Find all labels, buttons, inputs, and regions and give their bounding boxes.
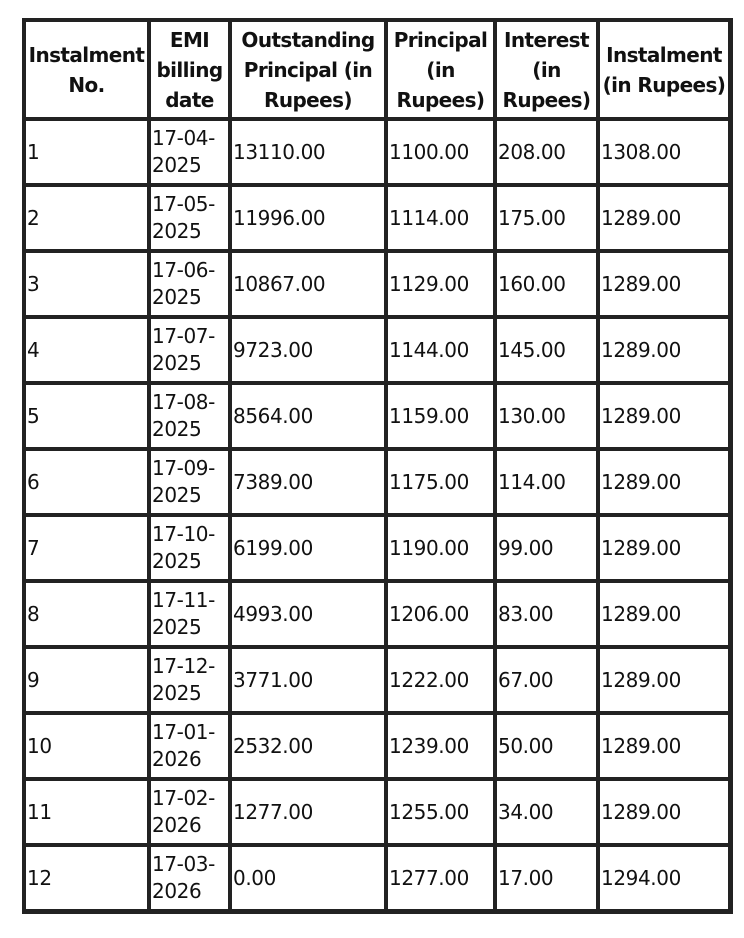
cell-emi-billing-date bbox=[149, 581, 230, 647]
cell-instalment-no: 1 bbox=[24, 119, 149, 185]
cell-outstanding-principal: 11996.00 bbox=[230, 185, 386, 251]
emi-schedule bbox=[22, 18, 733, 914]
cell-emi-billing-date bbox=[149, 185, 230, 251]
cell-instalment-no: 8 bbox=[24, 581, 149, 647]
table-body bbox=[24, 119, 730, 911]
table-row bbox=[24, 383, 730, 449]
date-line-1: 17-07- bbox=[152, 324, 215, 348]
header-outstanding-principal: Outstanding Principal (in Rupees) bbox=[230, 20, 386, 119]
table-row bbox=[24, 581, 730, 647]
date-line-1: 17-11- bbox=[152, 588, 215, 612]
cell-instalment: 1289.00 bbox=[598, 449, 730, 515]
cell-outstanding-principal: 6199.00 bbox=[230, 515, 386, 581]
table-row bbox=[24, 119, 730, 185]
cell-emi-billing-date bbox=[149, 713, 230, 779]
cell-emi-billing-date bbox=[149, 515, 230, 581]
table-row bbox=[24, 449, 730, 515]
cell-instalment: 1289.00 bbox=[598, 185, 730, 251]
header-instalment: Instalment (in Rupees) bbox=[598, 20, 730, 119]
cell-interest: 175.00 bbox=[495, 185, 598, 251]
date-line-2: 2025 bbox=[152, 351, 202, 375]
emi-schedule-table bbox=[22, 18, 733, 914]
cell-instalment: 1289.00 bbox=[598, 581, 730, 647]
cell-outstanding-principal: 4993.00 bbox=[230, 581, 386, 647]
cell-emi-billing-date bbox=[149, 647, 230, 713]
date-line-2: 2025 bbox=[152, 219, 202, 243]
cell-emi-billing-date bbox=[149, 449, 230, 515]
table-row bbox=[24, 251, 730, 317]
cell-principal: 1159.00 bbox=[386, 383, 495, 449]
cell-interest: 145.00 bbox=[495, 317, 598, 383]
table-row bbox=[24, 713, 730, 779]
cell-emi-billing-date bbox=[149, 383, 230, 449]
cell-principal: 1144.00 bbox=[386, 317, 495, 383]
cell-principal: 1190.00 bbox=[386, 515, 495, 581]
date-line-1: 17-06- bbox=[152, 258, 215, 282]
cell-interest: 99.00 bbox=[495, 515, 598, 581]
cell-outstanding-principal: 8564.00 bbox=[230, 383, 386, 449]
header-interest: Interest (in Rupees) bbox=[495, 20, 598, 119]
cell-instalment: 1308.00 bbox=[598, 119, 730, 185]
cell-interest: 208.00 bbox=[495, 119, 598, 185]
cell-instalment: 1289.00 bbox=[598, 383, 730, 449]
cell-instalment-no: 3 bbox=[24, 251, 149, 317]
cell-outstanding-principal: 7389.00 bbox=[230, 449, 386, 515]
cell-interest: 17.00 bbox=[495, 845, 598, 911]
cell-interest: 50.00 bbox=[495, 713, 598, 779]
cell-outstanding-principal: 10867.00 bbox=[230, 251, 386, 317]
date-line-2: 2025 bbox=[152, 681, 202, 705]
cell-instalment-no: 11 bbox=[24, 779, 149, 845]
cell-principal: 1129.00 bbox=[386, 251, 495, 317]
table-row bbox=[24, 845, 730, 911]
table-row bbox=[24, 515, 730, 581]
date-line-2: 2026 bbox=[152, 747, 202, 771]
cell-principal: 1239.00 bbox=[386, 713, 495, 779]
date-line-2: 2025 bbox=[152, 615, 202, 639]
cell-principal: 1114.00 bbox=[386, 185, 495, 251]
cell-emi-billing-date bbox=[149, 845, 230, 911]
table-header bbox=[24, 20, 730, 119]
cell-outstanding-principal: 9723.00 bbox=[230, 317, 386, 383]
header-principal: Principal (in Rupees) bbox=[386, 20, 495, 119]
table-row bbox=[24, 779, 730, 845]
date-line-1: 17-09- bbox=[152, 456, 215, 480]
header-emi-billing-date: EMI billing date bbox=[149, 20, 230, 119]
date-line-2: 2025 bbox=[152, 285, 202, 309]
cell-instalment: 1289.00 bbox=[598, 647, 730, 713]
header-row bbox=[24, 20, 730, 119]
date-line-1: 17-03- bbox=[152, 852, 215, 876]
date-line-2: 2026 bbox=[152, 813, 202, 837]
cell-instalment-no: 7 bbox=[24, 515, 149, 581]
header-instalment-no: Instalment No. bbox=[24, 20, 149, 119]
date-line-1: 17-05- bbox=[152, 192, 215, 216]
cell-interest: 67.00 bbox=[495, 647, 598, 713]
cell-principal: 1255.00 bbox=[386, 779, 495, 845]
cell-principal: 1100.00 bbox=[386, 119, 495, 185]
date-line-2: 2026 bbox=[152, 879, 202, 903]
cell-instalment: 1289.00 bbox=[598, 515, 730, 581]
cell-emi-billing-date bbox=[149, 317, 230, 383]
date-line-2: 2025 bbox=[152, 549, 202, 573]
cell-interest: 114.00 bbox=[495, 449, 598, 515]
date-line-2: 2025 bbox=[152, 417, 202, 441]
cell-instalment: 1289.00 bbox=[598, 251, 730, 317]
cell-interest: 160.00 bbox=[495, 251, 598, 317]
cell-interest: 34.00 bbox=[495, 779, 598, 845]
date-line-1: 17-02- bbox=[152, 786, 215, 810]
date-line-1: 17-04- bbox=[152, 126, 215, 150]
date-line-1: 17-12- bbox=[152, 654, 215, 678]
cell-outstanding-principal: 0.00 bbox=[230, 845, 386, 911]
table-row bbox=[24, 317, 730, 383]
cell-outstanding-principal: 3771.00 bbox=[230, 647, 386, 713]
date-line-1: 17-08- bbox=[152, 390, 215, 414]
date-line-2: 2025 bbox=[152, 153, 202, 177]
cell-principal: 1175.00 bbox=[386, 449, 495, 515]
cell-outstanding-principal: 1277.00 bbox=[230, 779, 386, 845]
cell-instalment: 1294.00 bbox=[598, 845, 730, 911]
cell-instalment-no: 10 bbox=[24, 713, 149, 779]
cell-emi-billing-date bbox=[149, 779, 230, 845]
cell-instalment-no: 9 bbox=[24, 647, 149, 713]
cell-emi-billing-date bbox=[149, 251, 230, 317]
date-line-2: 2025 bbox=[152, 483, 202, 507]
cell-emi-billing-date bbox=[149, 119, 230, 185]
date-line-1: 17-01- bbox=[152, 720, 215, 744]
cell-instalment: 1289.00 bbox=[598, 317, 730, 383]
cell-interest: 83.00 bbox=[495, 581, 598, 647]
cell-instalment: 1289.00 bbox=[598, 779, 730, 845]
cell-instalment-no: 6 bbox=[24, 449, 149, 515]
cell-instalment-no: 5 bbox=[24, 383, 149, 449]
cell-interest: 130.00 bbox=[495, 383, 598, 449]
cell-principal: 1206.00 bbox=[386, 581, 495, 647]
cell-outstanding-principal: 13110.00 bbox=[230, 119, 386, 185]
date-line-1: 17-10- bbox=[152, 522, 215, 546]
cell-instalment-no: 12 bbox=[24, 845, 149, 911]
cell-instalment: 1289.00 bbox=[598, 713, 730, 779]
table-row bbox=[24, 185, 730, 251]
cell-principal: 1277.00 bbox=[386, 845, 495, 911]
cell-outstanding-principal: 2532.00 bbox=[230, 713, 386, 779]
table-row bbox=[24, 647, 730, 713]
cell-instalment-no: 4 bbox=[24, 317, 149, 383]
cell-instalment-no: 2 bbox=[24, 185, 149, 251]
cell-principal: 1222.00 bbox=[386, 647, 495, 713]
